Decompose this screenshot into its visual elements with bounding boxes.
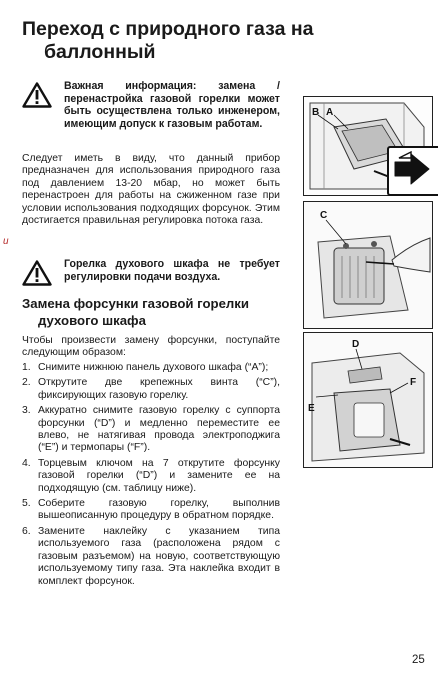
label-b: B	[312, 107, 320, 118]
warning-text-installer: Важная информация: замена / перенастройка газовой горелки может быть осуществлена только инженером, имеющим допуск к газовым работам.	[64, 80, 280, 130]
section-heading	[22, 296, 292, 329]
step-text: Аккуратно снимите газовую горелку с суппорта форсунки (“D”) и медленно переместите ее влево, не натягивая провода электроподжига (“E”) и термопары (“F”).	[38, 405, 280, 454]
warning-triangle-icon	[22, 82, 52, 108]
label-c: C	[320, 210, 328, 221]
label-e: E	[308, 403, 315, 414]
list-item	[22, 377, 280, 402]
list-item	[22, 458, 280, 495]
step-text: Торцевым ключом на 7 открутите форсунку газовой горелки (“D”) и замените ее на подходящую (см. таблицу ниже).	[38, 457, 280, 494]
warning-triangle-icon	[22, 260, 52, 286]
page-title-line-1: Переход с природного газа на	[22, 18, 314, 40]
injector-illustration	[304, 333, 432, 467]
step-number: 1.	[22, 362, 31, 373]
next-arrow-icon	[389, 148, 435, 190]
step-text: Снимите нижнюю панель духового шкафа (“A”);	[38, 362, 269, 373]
page-title-line-2: баллонный	[44, 41, 156, 63]
steps-intro: Чтобы произвести замену форсунки, поступайте следующим образом:	[22, 335, 280, 359]
margin-mark: u	[3, 236, 9, 247]
page-number: 25	[412, 654, 425, 666]
next-arrow-badge	[387, 146, 438, 196]
list-item	[22, 362, 280, 374]
figure-burner-screws	[303, 201, 433, 329]
step-text: Открутите две крепежных винта (“C”), фиксирующих газовую горелку.	[38, 377, 280, 401]
section-heading-line-1: Замена форсунки газовой горелки	[22, 296, 250, 311]
steps-list	[22, 362, 280, 591]
label-f: F	[410, 377, 417, 388]
burner-screws-illustration	[304, 202, 432, 328]
list-item	[22, 498, 280, 523]
step-text: Соберите газовую горелку, выполнив вышеописанную процедуру в обратном порядке.	[38, 498, 280, 522]
step-number: 3.	[22, 405, 31, 417]
label-d: D	[352, 339, 360, 350]
label-a: A	[326, 107, 334, 118]
step-number: 2.	[22, 377, 31, 389]
warning-text-air: Горелка духового шкафа не требует регулировки подачи воздуха.	[64, 258, 280, 283]
step-number: 5.	[22, 498, 31, 510]
step-number: 4.	[22, 457, 31, 469]
warning-block-air	[22, 258, 280, 283]
list-item	[22, 405, 280, 455]
warning-block-installer	[22, 80, 280, 130]
section-heading-line-2: духового шкафа	[38, 312, 146, 328]
step-text: Замените наклейку с указанием типа используемого газа (расположена рядом с газовым разъемом) на новую, соответствующую используемому типу газа. Эта наклейка входит в комплект форсунок.	[38, 525, 280, 587]
list-item	[22, 526, 280, 588]
figure-injector	[303, 332, 433, 468]
step-number: 6.	[22, 525, 31, 537]
page-title	[22, 18, 402, 64]
intro-paragraph: Следует иметь в виду, что данный прибор предназначен для использования природного газа под давлением 13-20 мбар, но может быть перенастроен для работы на сжиженном газе при условии использования подходящих форсунок. Этим достигается правильная регулировка потока газа.	[22, 153, 280, 227]
